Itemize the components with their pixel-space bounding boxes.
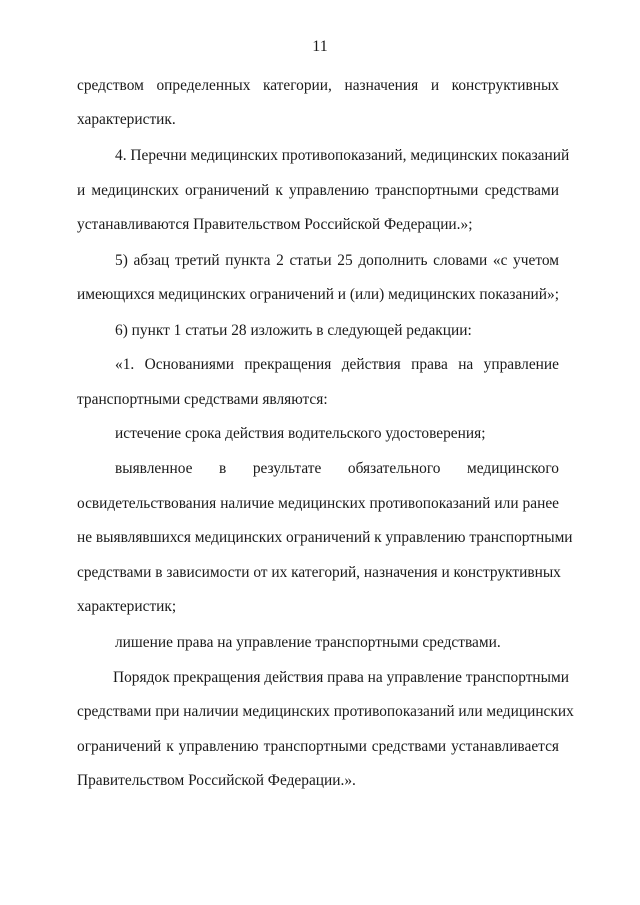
text-line: истечение срока действия водительского удостоверения; [115, 425, 486, 442]
text-line: ограничений к управлению транспортными средствами устанавливается [77, 738, 559, 755]
text-line: транспортными средствами являются: [77, 391, 328, 408]
text-line: средствами в зависимости от их категорий, назначения и конструктивных [77, 564, 561, 581]
text-line: не выявлявшихся медицинских ограничений к управлению транспортными [77, 529, 573, 546]
text-line: 4. Перечни медицинских противопоказаний, медицинских показаний [115, 147, 570, 164]
text-line: характеристик; [77, 598, 177, 615]
text-line: «1. Основаниями прекращения действия права на управление [115, 356, 559, 373]
text-line: имеющихся медицинских ограничений и (или) медицинских показаний»; [77, 286, 559, 303]
text-line: Правительством Российской Федерации.». [77, 772, 356, 789]
text-line: средствами при наличии медицинских противопоказаний или медицинских [77, 703, 574, 720]
page-number: 11 [312, 38, 328, 55]
text-line: освидетельствования наличие медицинских противопоказаний или ранее [77, 495, 559, 512]
text-line: Порядок прекращения действия права на управление транспортными [113, 669, 569, 686]
text-line: средством определенных категории, назначения и конструктивных [77, 77, 559, 94]
text-line: выявленное в результате обязательного медицинского [115, 460, 559, 477]
text-line: 6) пункт 1 статьи 28 изложить в следующей редакции: [115, 322, 472, 339]
text-line: устанавливаются Правительством Российской Федерации.»; [77, 216, 473, 233]
text-line: лишение права на управление транспортными средствами. [115, 634, 501, 651]
text-line: 5) абзац третий пункта 2 статьи 25 дополнить словами «с учетом [115, 252, 559, 269]
text-line: и медицинских ограничений к управлению транспортными средствами [77, 182, 559, 199]
text-line: характеристик. [77, 111, 176, 128]
